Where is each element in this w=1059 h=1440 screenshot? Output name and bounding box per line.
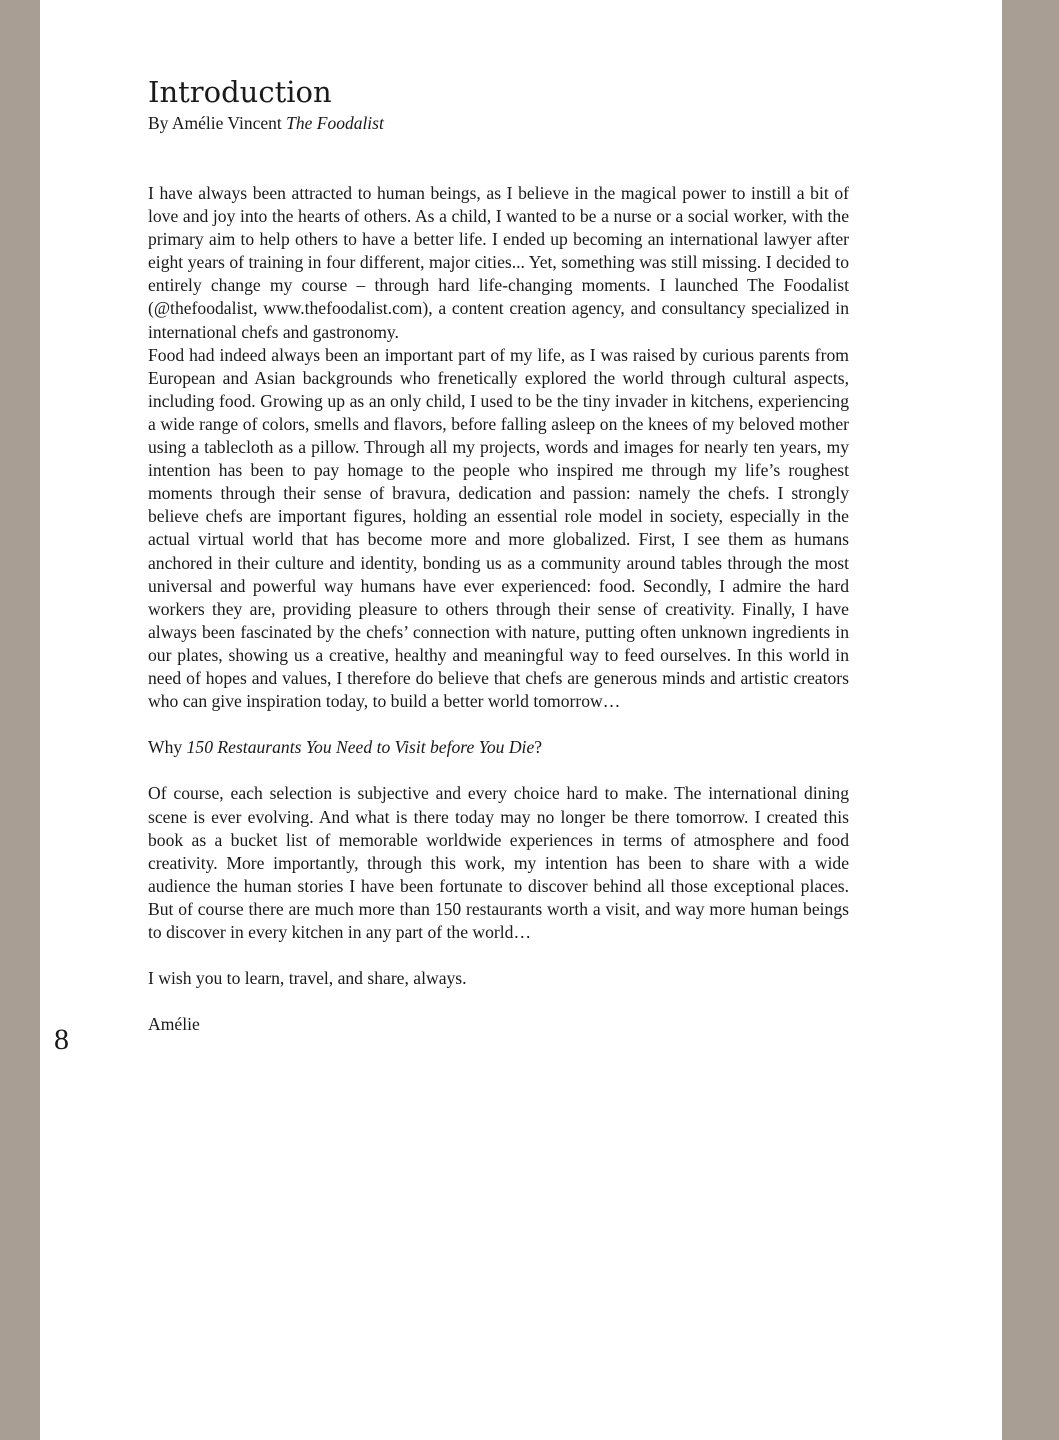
byline-brand: The Foodalist	[286, 113, 384, 133]
byline	[148, 112, 384, 134]
why-heading	[148, 736, 849, 759]
signature: Amélie	[148, 1014, 200, 1035]
paragraph-wish: I wish you to learn, travel, and share, always.	[148, 968, 467, 989]
intro-body	[148, 182, 849, 1036]
book-page	[40, 0, 1002, 1440]
book-title: 150 Restaurants You Need to Visit before You Die	[186, 737, 535, 758]
paragraph-selection: Of course, each selection is subjective and every choice hard to make. The international dining scene is ever evolving. And what is there today may no longer be there tomorrow. I created this book as a bucket list of memorable worldwide experiences in terms of atmosphere and food creativity. More importantly, through this work, my intention has been to share with a wide audience the human stories I have been fortunate to discover behind all those exceptional places. But of course there are much more than 150 restaurants worth a visit, and way more human beings to discover in every kitchen in any part of the world…	[148, 783, 849, 942]
page-border-left	[0, 0, 40, 1440]
paragraph-food: Food had indeed always been an important part of my life, as I was raised by curious parents from European and Asian backgrounds who frenetically explored the world through cultural aspects, including food. Growing up as an only child, I used to be the tiny invader in kitchens, experiencing a wide range of colors, smells and flavors, before falling asleep on the knees of my beloved mother using a tablecloth as a pillow. Through all my projects, words and images for nearly ten years, my intention has been to pay homage to the people who inspired me through my life’s roughest moments through their sense of bravura, dedication and passion: namely the chefs. I strongly believe chefs are important figures, holding an essential role model in society, especially in the actual virtual world that has become more and more globalized. First, I see them as humans anchored in their culture and identity, bonding us as a community around tables through the most universal and powerful way humans have ever experienced: food. Secondly, I admire the hard workers they are, providing pleasure to others through their sense of creativity. Finally, I have always been fascinated by the chefs’ connection with nature, putting often unknown ingredients in our plates, showing us a creative, healthy and meaningful way to feed ourselves. In this world in need of hopes and values, I therefore do believe that chefs are generous minds and artistic creators who can give inspiration today, to build a better world tomorrow…	[148, 344, 849, 712]
byline-author: By Amélie Vincent	[148, 113, 282, 133]
page-number: 8	[54, 1023, 69, 1056]
why-suffix: ?	[534, 737, 543, 758]
page-title: Introduction	[148, 75, 332, 109]
why-prefix: Why	[148, 737, 187, 758]
paragraph-career: I have always been attracted to human beings, as I believe in the magical power to instill a bit of love and joy into the hearts of others. As a child, I wanted to be a nurse or a social worker, with the primary aim to help others to have a better life. I ended up becoming an international lawyer after eight years of training in four different, major cities... Yet, something was still missing. I decided to entirely change my course – through hard life-changing moments. I launched The Foodalist (@thefoodalist, www.thefoodalist.com), a content creation agency, and consultancy specialized in international chefs and gastronomy.	[148, 183, 849, 342]
page-border-right	[1002, 0, 1059, 1440]
